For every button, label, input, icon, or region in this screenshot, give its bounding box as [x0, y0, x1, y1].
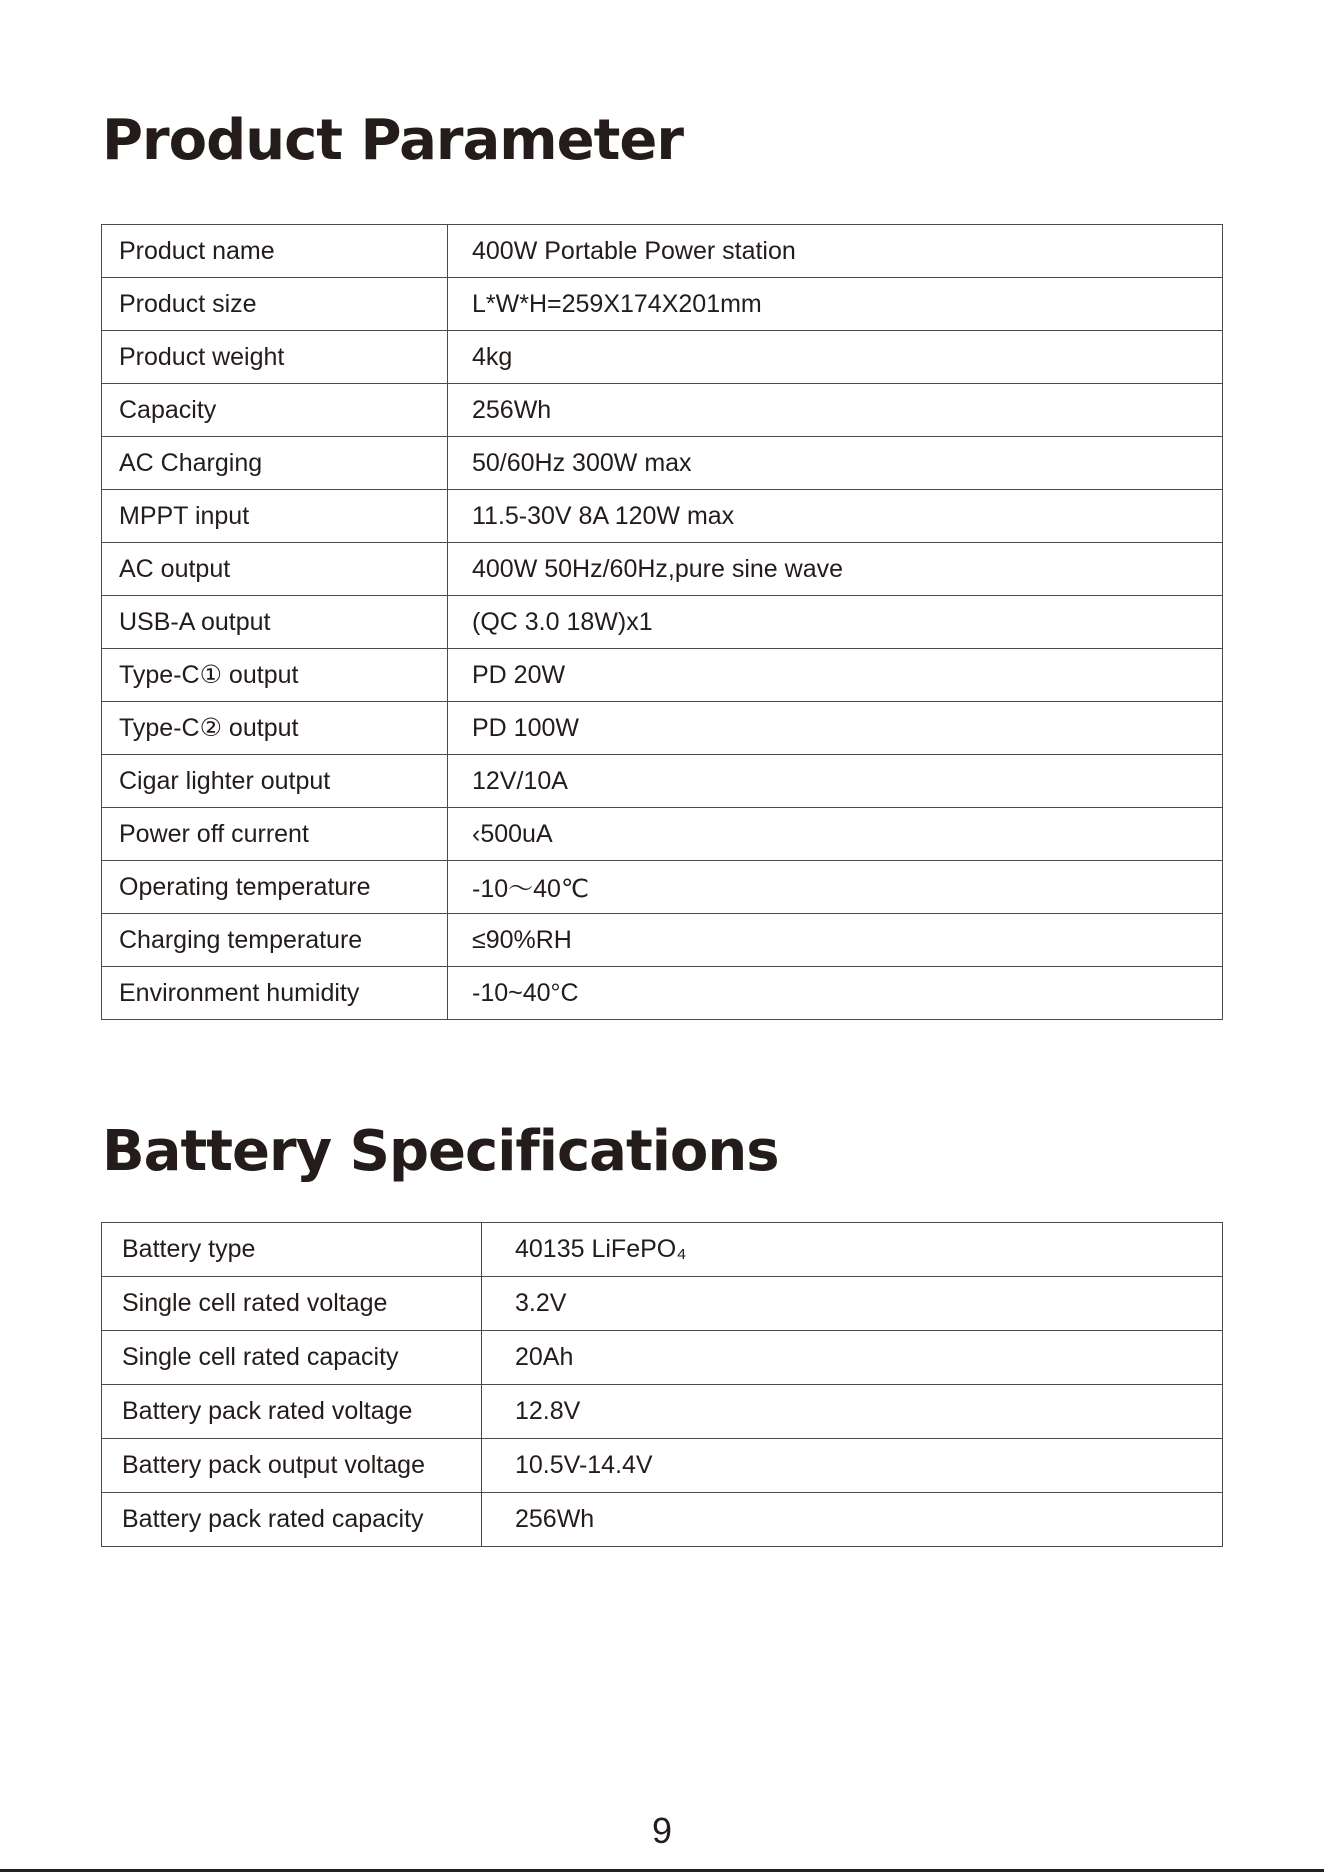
table-row — [102, 225, 1223, 278]
param-value: -10~40°C — [448, 967, 1223, 1020]
param-value: 4kg — [448, 331, 1223, 384]
table-row — [102, 1331, 1223, 1385]
battery-specifications-table — [101, 1222, 1223, 1547]
param-value: 12V/10A — [448, 755, 1223, 808]
table-row — [102, 967, 1223, 1020]
spec-label: Battery pack output voltage — [102, 1439, 482, 1493]
table-row — [102, 1493, 1223, 1547]
table-row — [102, 278, 1223, 331]
param-label: Operating temperature — [102, 861, 448, 914]
table-row — [102, 1223, 1223, 1277]
param-label: Type-C① output — [102, 649, 448, 702]
spec-label: Battery type — [102, 1223, 482, 1277]
param-label: USB-A output — [102, 596, 448, 649]
param-value: ‹500uA — [448, 808, 1223, 861]
product-parameter-table — [101, 224, 1223, 1020]
table-row — [102, 914, 1223, 967]
param-label: MPPT input — [102, 490, 448, 543]
param-label: AC Charging — [102, 437, 448, 490]
table-row — [102, 808, 1223, 861]
spec-value: 256Wh — [482, 1493, 1223, 1547]
product-parameter-title: Product Parameter — [102, 108, 683, 173]
table-row — [102, 861, 1223, 914]
table-row — [102, 649, 1223, 702]
spec-value: 10.5V-14.4V — [482, 1439, 1223, 1493]
spec-label: Battery pack rated voltage — [102, 1385, 482, 1439]
table-row — [102, 543, 1223, 596]
param-label: Cigar lighter output — [102, 755, 448, 808]
spec-value: 12.8V — [482, 1385, 1223, 1439]
param-value: 400W Portable Power station — [448, 225, 1223, 278]
param-label: Type-C② output — [102, 702, 448, 755]
param-value: 400W 50Hz/60Hz,pure sine wave — [448, 543, 1223, 596]
table-row — [102, 1277, 1223, 1331]
spec-value: 3.2V — [482, 1277, 1223, 1331]
table-row — [102, 1385, 1223, 1439]
param-value: (QC 3.0 18W)x1 — [448, 596, 1223, 649]
param-value: 256Wh — [448, 384, 1223, 437]
param-label: Environment humidity — [102, 967, 448, 1020]
param-value: ≤90%RH — [448, 914, 1223, 967]
table-row — [102, 755, 1223, 808]
table-row — [102, 490, 1223, 543]
param-value: 11.5-30V 8A 120W max — [448, 490, 1223, 543]
spec-value: 20Ah — [482, 1331, 1223, 1385]
table-row — [102, 437, 1223, 490]
param-value: L*W*H=259X174X201mm — [448, 278, 1223, 331]
param-label: Product size — [102, 278, 448, 331]
battery-specifications-title: Battery Specifications — [102, 1119, 779, 1184]
param-label: Power off current — [102, 808, 448, 861]
page-number: 9 — [651, 1810, 673, 1851]
param-label: AC output — [102, 543, 448, 596]
param-label: Charging temperature — [102, 914, 448, 967]
param-label: Product name — [102, 225, 448, 278]
param-label: Capacity — [102, 384, 448, 437]
param-value: -10～40℃ — [448, 861, 1223, 914]
param-value: PD 20W — [448, 649, 1223, 702]
table-row — [102, 1439, 1223, 1493]
table-row — [102, 596, 1223, 649]
spec-value: 40135 LiFePO₄ — [482, 1223, 1223, 1277]
param-label: Product weight — [102, 331, 448, 384]
spec-label: Single cell rated voltage — [102, 1277, 482, 1331]
table-row — [102, 702, 1223, 755]
table-row — [102, 384, 1223, 437]
param-value: 50/60Hz 300W max — [448, 437, 1223, 490]
table-row — [102, 331, 1223, 384]
spec-label: Battery pack rated capacity — [102, 1493, 482, 1547]
param-value: PD 100W — [448, 702, 1223, 755]
spec-label: Single cell rated capacity — [102, 1331, 482, 1385]
